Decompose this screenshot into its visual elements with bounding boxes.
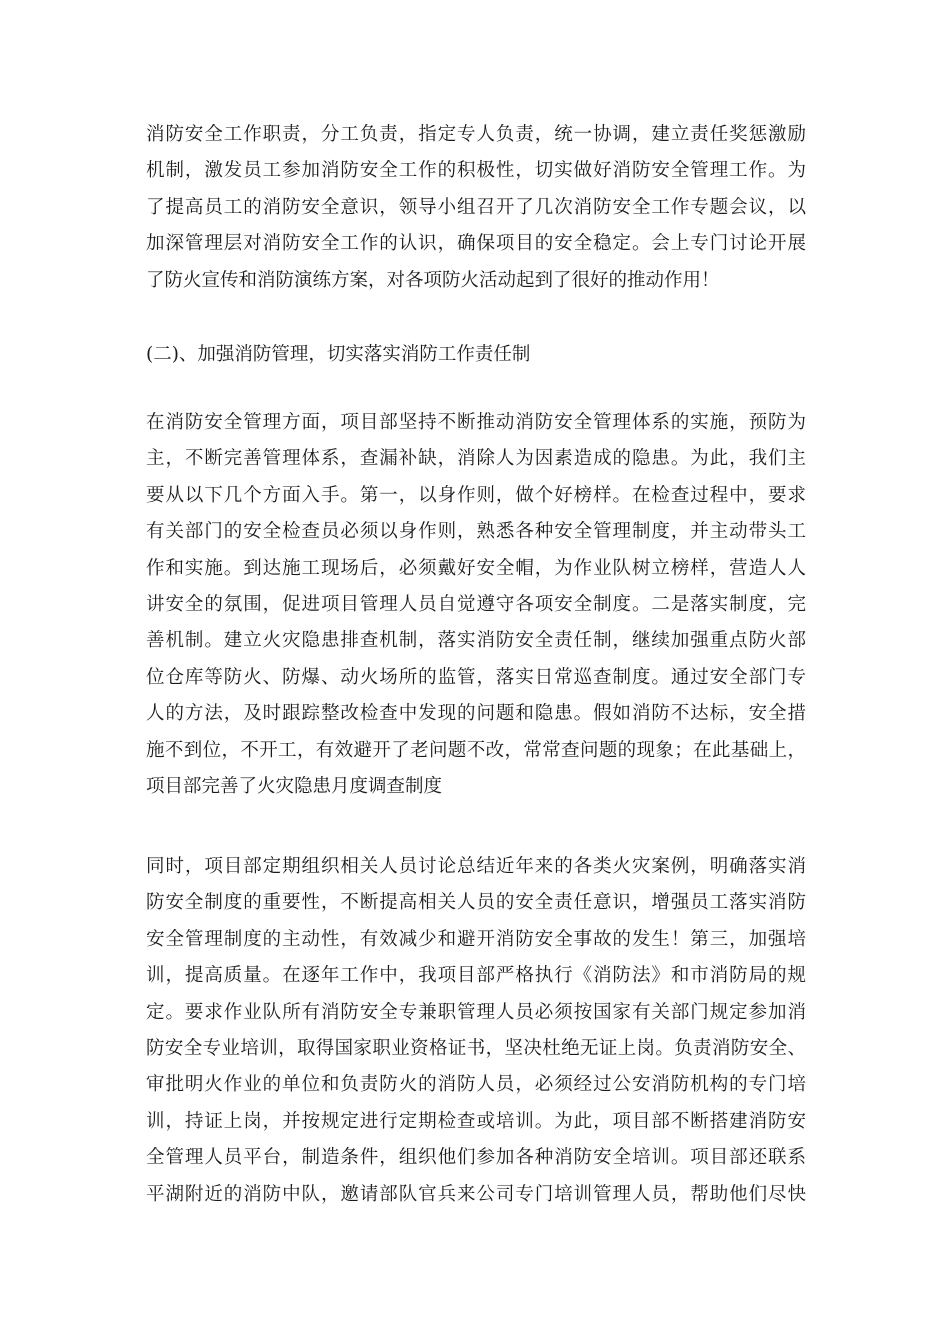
paragraph-line: 防安全专业培训，取得国家职业资格证书，坚决杜绝无证上岗。负责消防安全、 <box>146 1037 806 1059</box>
paragraph-line: 安全管理制度的主动性，有效减少和避开消防安全事故的发生！第三，加强培 <box>146 928 806 950</box>
paragraph-line: 人的方法，及时跟踪整改检查中发现的问题和隐患。假如消防不达标，安全措 <box>146 703 806 725</box>
paragraph-fire-safety-responsibility <box>146 117 806 299</box>
paragraph-line: 同时，项目部定期组织相关人员讨论总结近年来的各类火灾案例，明确落实消 <box>146 856 806 877</box>
paragraph-line: 在消防安全管理方面，项目部坚持不断推动消防安全管理体系的实施，预防为 <box>146 412 806 433</box>
paragraph-line: 善机制。建立火灾隐患排查机制，落实消防安全责任制，继续加强重点防火部 <box>146 630 806 652</box>
paragraph-fire-management <box>146 405 806 805</box>
paragraph-line: 防安全制度的重要性，不断提高相关人员的安全责任意识，增强员工落实消防 <box>146 892 806 914</box>
paragraph-line: 加深管理层对消防安全工作的认识，确保项目的安全稳定。会上专门讨论开展 <box>146 233 806 255</box>
section-heading-text: (二)、加强消防管理，切实落实消防工作责任制 <box>146 344 531 365</box>
paragraph-line: 位仓库等防火、防爆、动火场所的监管，落实日常巡查制度。通过安全部门专 <box>146 666 806 688</box>
paragraph-line: 消防安全工作职责，分工负责，指定专人负责，统一协调，建立责任奖惩激励 <box>146 124 806 145</box>
paragraph-line: 审批明火作业的单位和负责防火的消防人员，必须经过公安消防机构的专门培 <box>146 1074 806 1096</box>
paragraph-line: 训，持证上岗，并按规定进行定期检查或培训。为此，项目部不断搭建消防安 <box>146 1110 806 1132</box>
paragraph-line: 了防火宣传和消防演练方案，对各项防火活动起到了很好的推动作用！ <box>146 269 720 291</box>
section-heading <box>146 337 806 373</box>
paragraph-line: 主，不断完善管理体系，查漏补缺，消除人为因素造成的隐患。为此，我们主 <box>146 448 806 470</box>
paragraph-line: 全管理人员平台，制造条件，组织他们参加各种消防安全培训。项目部还联系 <box>146 1147 806 1169</box>
paragraph-line: 要从以下几个方面入手。第一，以身作则，做个好榜样。在检查过程中，要求 <box>146 484 806 506</box>
paragraph-line: 施不到位，不开工，有效避开了老问题不改，常常查问题的现象；在此基础上， <box>146 739 806 761</box>
paragraph-line: 训，提高质量。在逐年工作中，我项目部严格执行《消防法》和市消防局的规 <box>146 965 806 987</box>
paragraph-line: 了提高员工的消防安全意识，领导小组召开了几次消防安全工作专题会议，以 <box>146 196 806 218</box>
paragraph-line: 定。要求作业队所有消防安全专兼职管理人员必须按国家有关部门规定参加消 <box>146 1001 806 1023</box>
paragraph-line: 机制，激发员工参加消防安全工作的积极性，切实做好消防安全管理工作。为 <box>146 160 806 182</box>
paragraph-training <box>146 849 806 1213</box>
paragraph-line: 讲安全的氛围，促进项目管理人员自觉遵守各项安全制度。二是落实制度，完 <box>146 593 806 615</box>
paragraph-line: 作和实施。到达施工现场后，必须戴好安全帽，为作业队树立榜样，营造人人 <box>146 557 806 579</box>
paragraph-line: 平湖附近的消防中队，邀请部队官兵来公司专门培训管理人员，帮助他们尽快 <box>146 1183 806 1205</box>
paragraph-line: 有关部门的安全检查员必须以身作则，熟悉各种安全管理制度，并主动带头工 <box>146 521 806 543</box>
paragraph-line: 项目部完善了火灾隐患月度调查制度 <box>146 775 443 797</box>
